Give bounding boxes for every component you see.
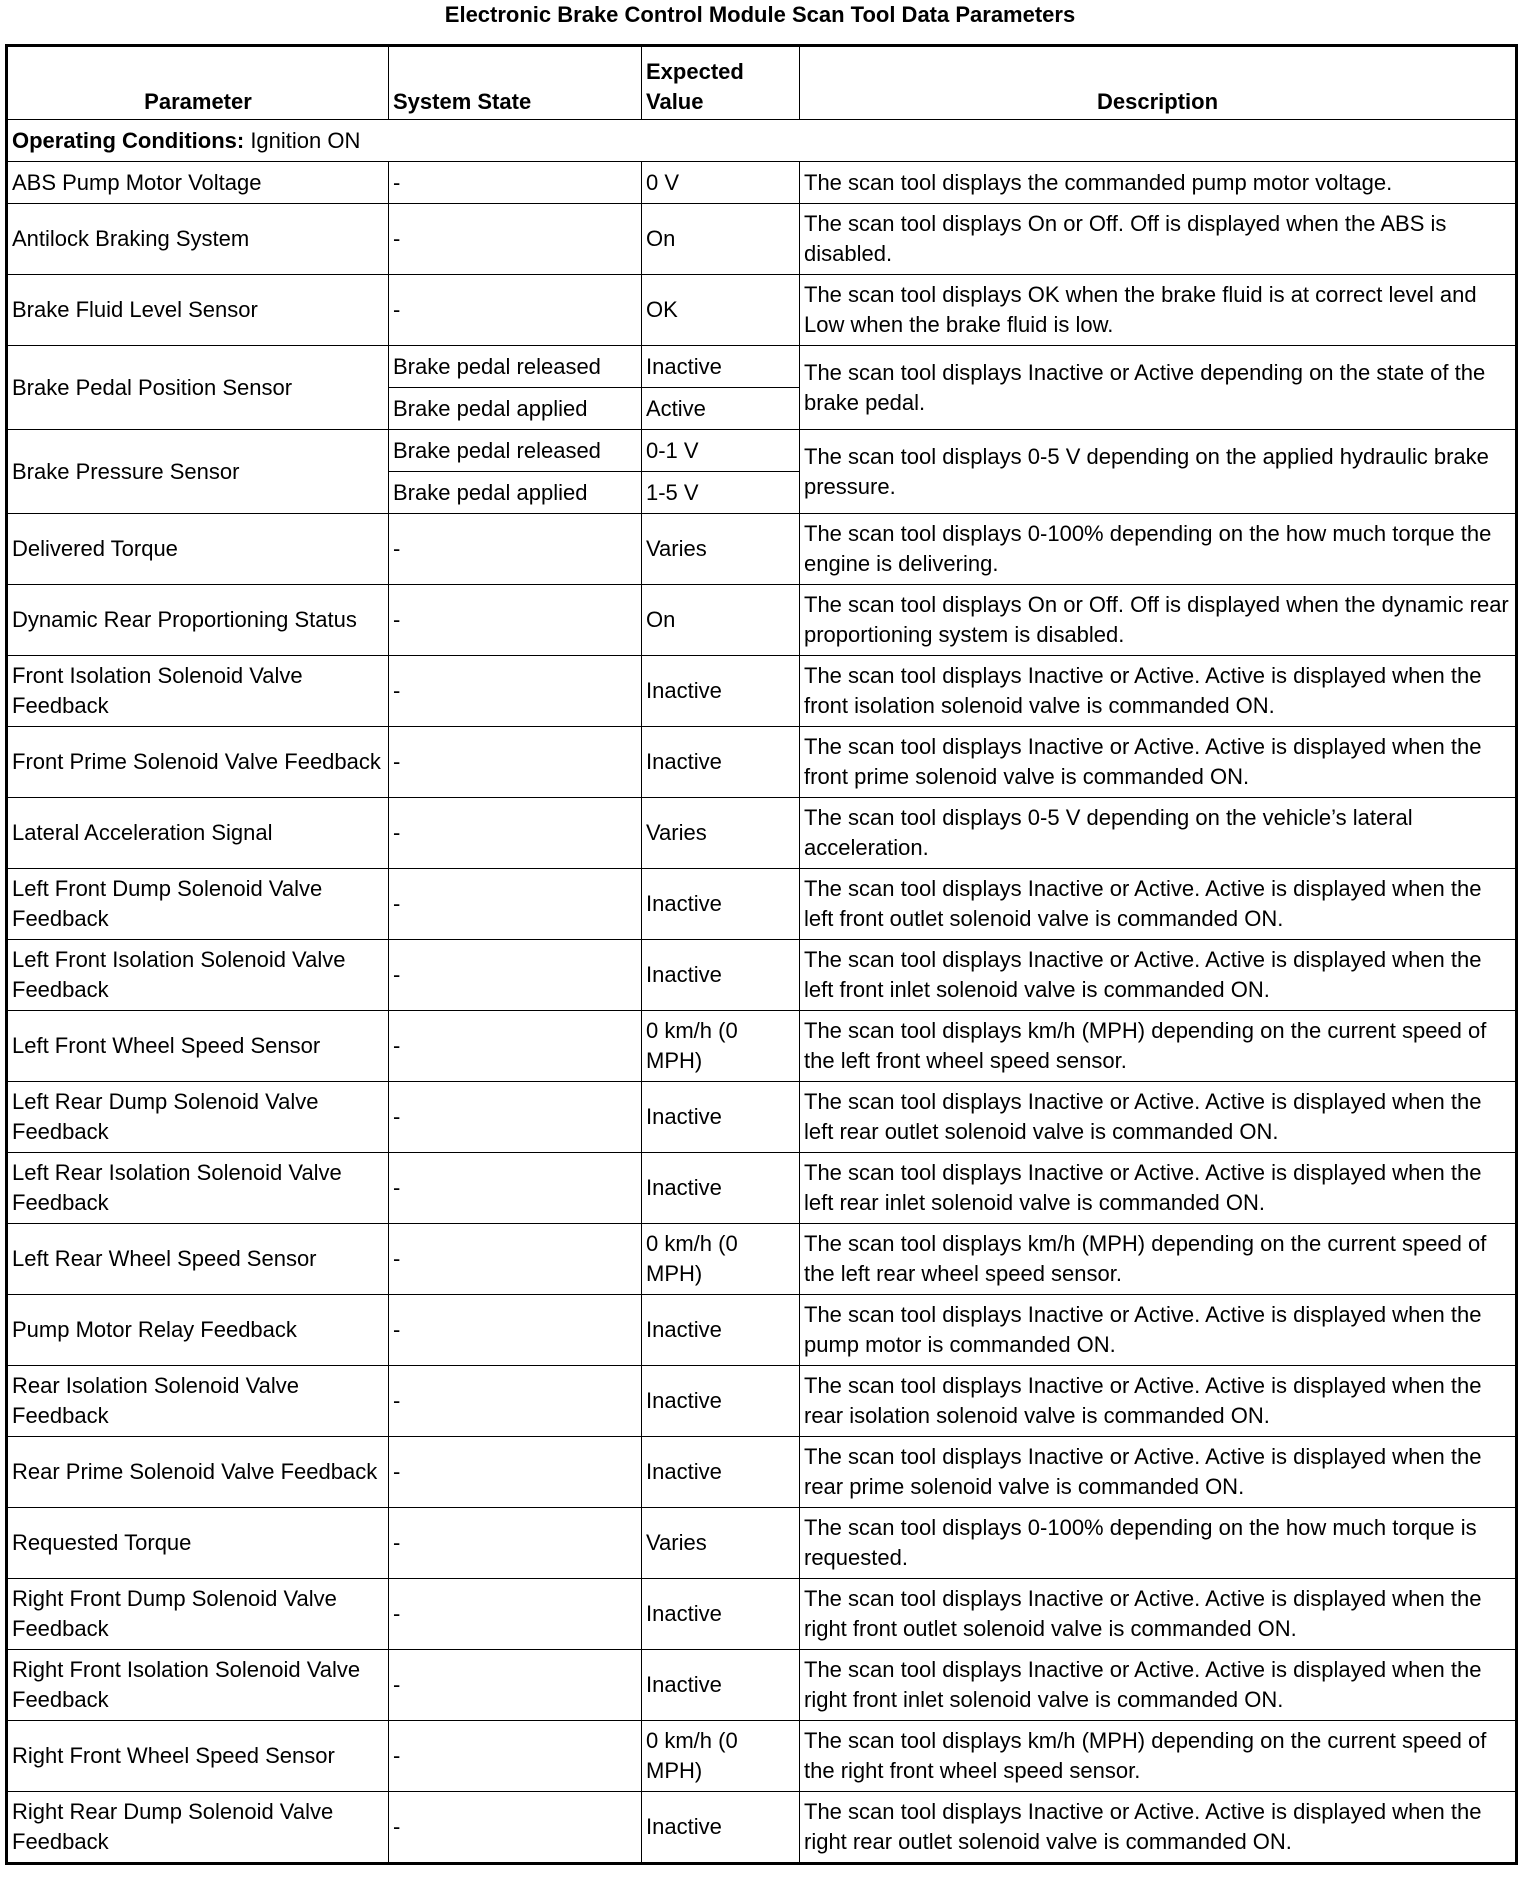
expected-value-cell: Varies bbox=[642, 798, 800, 869]
expected-value-cell: Inactive bbox=[642, 656, 800, 727]
expected-value-cell: Inactive bbox=[642, 1153, 800, 1224]
parameter-cell: Left Front Wheel Speed Sensor bbox=[7, 1011, 389, 1082]
expected-value-cell: 0 km/h (0 MPH) bbox=[642, 1721, 800, 1792]
table-row bbox=[7, 1721, 1517, 1792]
table-row bbox=[7, 1366, 1517, 1437]
parameter-cell: Brake Pressure Sensor bbox=[7, 430, 389, 514]
header-description: Description bbox=[800, 46, 1517, 120]
operating-conditions-row bbox=[7, 120, 1517, 162]
description-cell: The scan tool displays km/h (MPH) depending on the current speed of the right front wheel speed sensor. bbox=[800, 1721, 1517, 1792]
system-state-cell: - bbox=[389, 1437, 642, 1508]
table-row bbox=[7, 1792, 1517, 1864]
parameter-cell: Right Front Wheel Speed Sensor bbox=[7, 1721, 389, 1792]
system-state-cell: Brake pedal released bbox=[389, 346, 642, 388]
system-state-cell: - bbox=[389, 1153, 642, 1224]
parameter-cell: Left Rear Wheel Speed Sensor bbox=[7, 1224, 389, 1295]
system-state-cell: - bbox=[389, 162, 642, 204]
table-row bbox=[7, 585, 1517, 656]
description-cell: The scan tool displays Inactive or Active. Active is displayed when the rear isolation solenoid valve is commanded ON. bbox=[800, 1366, 1517, 1437]
description-cell: The scan tool displays Inactive or Active. Active is displayed when the left front outlet solenoid valve is commanded ON. bbox=[800, 869, 1517, 940]
table-row bbox=[7, 204, 1517, 275]
system-state-cell: - bbox=[389, 275, 642, 346]
table-row bbox=[7, 1011, 1517, 1082]
table-row bbox=[7, 940, 1517, 1011]
parameter-cell: Lateral Acceleration Signal bbox=[7, 798, 389, 869]
expected-value-cell: Inactive bbox=[642, 869, 800, 940]
parameter-cell: ABS Pump Motor Voltage bbox=[7, 162, 389, 204]
expected-value-cell: 0 km/h (0 MPH) bbox=[642, 1011, 800, 1082]
table-row bbox=[7, 727, 1517, 798]
table-row bbox=[7, 1650, 1517, 1721]
parameter-cell: Rear Isolation Solenoid Valve Feedback bbox=[7, 1366, 389, 1437]
expected-value-cell: 0 km/h (0 MPH) bbox=[642, 1224, 800, 1295]
table-row bbox=[7, 1579, 1517, 1650]
description-cell: The scan tool displays Inactive or Active. Active is displayed when the front prime solenoid valve is commanded ON. bbox=[800, 727, 1517, 798]
parameter-cell: Left Front Isolation Solenoid Valve Feedback bbox=[7, 940, 389, 1011]
system-state-cell: - bbox=[389, 940, 642, 1011]
expected-value-cell: On bbox=[642, 585, 800, 656]
table-row bbox=[7, 1437, 1517, 1508]
system-state-cell: - bbox=[389, 204, 642, 275]
parameter-cell: Brake Fluid Level Sensor bbox=[7, 275, 389, 346]
description-cell: The scan tool displays Inactive or Active. Active is displayed when the right rear outlet solenoid valve is commanded ON. bbox=[800, 1792, 1517, 1864]
system-state-cell: - bbox=[389, 1366, 642, 1437]
table-row bbox=[7, 798, 1517, 869]
description-cell: The scan tool displays Inactive or Active. Active is displayed when the left rear outlet solenoid valve is commanded ON. bbox=[800, 1082, 1517, 1153]
expected-value-cell: Active bbox=[642, 388, 800, 430]
parameter-cell: Pump Motor Relay Feedback bbox=[7, 1295, 389, 1366]
operating-conditions-value: Ignition ON bbox=[244, 127, 361, 153]
parameter-cell: Left Front Dump Solenoid Valve Feedback bbox=[7, 869, 389, 940]
expected-value-cell: Inactive bbox=[642, 1437, 800, 1508]
scan-tool-data-table bbox=[5, 44, 1518, 1865]
parameter-cell: Right Front Dump Solenoid Valve Feedback bbox=[7, 1579, 389, 1650]
system-state-cell: Brake pedal released bbox=[389, 430, 642, 472]
parameter-cell: Left Rear Dump Solenoid Valve Feedback bbox=[7, 1082, 389, 1153]
expected-value-cell: Inactive bbox=[642, 1792, 800, 1864]
table-row bbox=[7, 656, 1517, 727]
system-state-cell: Brake pedal applied bbox=[389, 388, 642, 430]
system-state-cell: - bbox=[389, 514, 642, 585]
description-cell: The scan tool displays On or Off. Off is displayed when the ABS is disabled. bbox=[800, 204, 1517, 275]
system-state-cell: - bbox=[389, 1508, 642, 1579]
page-title: Electronic Brake Control Module Scan Tool Data Parameters bbox=[444, 2, 1076, 27]
table-row bbox=[7, 275, 1517, 346]
description-cell: The scan tool displays Inactive or Active. Active is displayed when the left front inlet solenoid valve is commanded ON. bbox=[800, 940, 1517, 1011]
expected-value-cell: Inactive bbox=[642, 727, 800, 798]
expected-value-cell: Varies bbox=[642, 514, 800, 585]
system-state-cell: - bbox=[389, 585, 642, 656]
description-cell: The scan tool displays Inactive or Active. Active is displayed when the rear prime solenoid valve is commanded ON. bbox=[800, 1437, 1517, 1508]
system-state-cell: - bbox=[389, 1792, 642, 1864]
expected-value-cell: 0-1 V bbox=[642, 430, 800, 472]
table-row bbox=[7, 514, 1517, 585]
expected-value-cell: Inactive bbox=[642, 940, 800, 1011]
table-row bbox=[7, 1295, 1517, 1366]
parameter-cell: Rear Prime Solenoid Valve Feedback bbox=[7, 1437, 389, 1508]
parameter-cell: Antilock Braking System bbox=[7, 204, 389, 275]
description-cell: The scan tool displays Inactive or Active depending on the state of the brake pedal. bbox=[800, 346, 1517, 430]
expected-value-cell: OK bbox=[642, 275, 800, 346]
expected-value-cell: Inactive bbox=[642, 1579, 800, 1650]
table-row bbox=[7, 869, 1517, 940]
description-cell: The scan tool displays 0-100% depending on the how much torque is requested. bbox=[800, 1508, 1517, 1579]
expected-value-cell: Inactive bbox=[642, 346, 800, 388]
system-state-cell: - bbox=[389, 798, 642, 869]
description-cell: The scan tool displays OK when the brake fluid is at correct level and Low when the brake fluid is low. bbox=[800, 275, 1517, 346]
table-header-row bbox=[7, 46, 1517, 120]
system-state-cell: - bbox=[389, 869, 642, 940]
system-state-cell: - bbox=[389, 1082, 642, 1153]
description-cell: The scan tool displays km/h (MPH) depending on the current speed of the left rear wheel speed sensor. bbox=[800, 1224, 1517, 1295]
expected-value-cell: 0 V bbox=[642, 162, 800, 204]
operating-conditions-label: Operating Conditions: bbox=[12, 127, 245, 153]
system-state-cell: - bbox=[389, 727, 642, 798]
system-state-cell: - bbox=[389, 1224, 642, 1295]
description-cell: The scan tool displays 0-5 V depending on the vehicle’s lateral acceleration. bbox=[800, 798, 1517, 869]
table-row bbox=[7, 346, 1517, 388]
expected-value-cell: Varies bbox=[642, 1508, 800, 1579]
parameter-cell: Right Front Isolation Solenoid Valve Feedback bbox=[7, 1650, 389, 1721]
parameter-cell: Right Rear Dump Solenoid Valve Feedback bbox=[7, 1792, 389, 1864]
description-cell: The scan tool displays Inactive or Active. Active is displayed when the left rear inlet solenoid valve is commanded ON. bbox=[800, 1153, 1517, 1224]
system-state-cell: - bbox=[389, 1579, 642, 1650]
description-cell: The scan tool displays On or Off. Off is displayed when the dynamic rear proportioning system is disabled. bbox=[800, 585, 1517, 656]
system-state-cell: - bbox=[389, 1295, 642, 1366]
system-state-cell: - bbox=[389, 1650, 642, 1721]
system-state-cell: - bbox=[389, 656, 642, 727]
header-parameter: Parameter bbox=[7, 46, 389, 120]
expected-value-cell: Inactive bbox=[642, 1082, 800, 1153]
system-state-cell: - bbox=[389, 1721, 642, 1792]
description-cell: The scan tool displays Inactive or Active. Active is displayed when the right front outlet solenoid valve is commanded ON. bbox=[800, 1579, 1517, 1650]
table-row bbox=[7, 1224, 1517, 1295]
parameter-cell: Delivered Torque bbox=[7, 514, 389, 585]
table-row bbox=[7, 162, 1517, 204]
parameter-cell: Front Prime Solenoid Valve Feedback bbox=[7, 727, 389, 798]
expected-value-cell: 1-5 V bbox=[642, 472, 800, 514]
description-cell: The scan tool displays km/h (MPH) depending on the current speed of the left front wheel speed sensor. bbox=[800, 1011, 1517, 1082]
system-state-cell: - bbox=[389, 1011, 642, 1082]
parameter-cell: Brake Pedal Position Sensor bbox=[7, 346, 389, 430]
table-row bbox=[7, 430, 1517, 472]
description-cell: The scan tool displays the commanded pump motor voltage. bbox=[800, 162, 1517, 204]
parameter-cell: Dynamic Rear Proportioning Status bbox=[7, 585, 389, 656]
expected-value-cell: Inactive bbox=[642, 1650, 800, 1721]
header-system-state: System State bbox=[389, 46, 642, 120]
table-row bbox=[7, 1508, 1517, 1579]
expected-value-cell: Inactive bbox=[642, 1295, 800, 1366]
system-state-cell: Brake pedal applied bbox=[389, 472, 642, 514]
parameter-cell: Requested Torque bbox=[7, 1508, 389, 1579]
description-cell: The scan tool displays Inactive or Active. Active is displayed when the front isolation solenoid valve is commanded ON. bbox=[800, 656, 1517, 727]
expected-value-cell: Inactive bbox=[642, 1366, 800, 1437]
description-cell: The scan tool displays 0-5 V depending on the applied hydraulic brake pressure. bbox=[800, 430, 1517, 514]
parameter-cell: Left Rear Isolation Solenoid Valve Feedback bbox=[7, 1153, 389, 1224]
expected-value-cell: On bbox=[642, 204, 800, 275]
table-row bbox=[7, 1082, 1517, 1153]
header-expected-value: Expected Value bbox=[642, 46, 800, 120]
parameter-cell: Front Isolation Solenoid Valve Feedback bbox=[7, 656, 389, 727]
description-cell: The scan tool displays Inactive or Active. Active is displayed when the pump motor is commanded ON. bbox=[800, 1295, 1517, 1366]
table-row bbox=[7, 1153, 1517, 1224]
description-cell: The scan tool displays Inactive or Active. Active is displayed when the right front inlet solenoid valve is commanded ON. bbox=[800, 1650, 1517, 1721]
description-cell: The scan tool displays 0-100% depending on the how much torque the engine is delivering. bbox=[800, 514, 1517, 585]
